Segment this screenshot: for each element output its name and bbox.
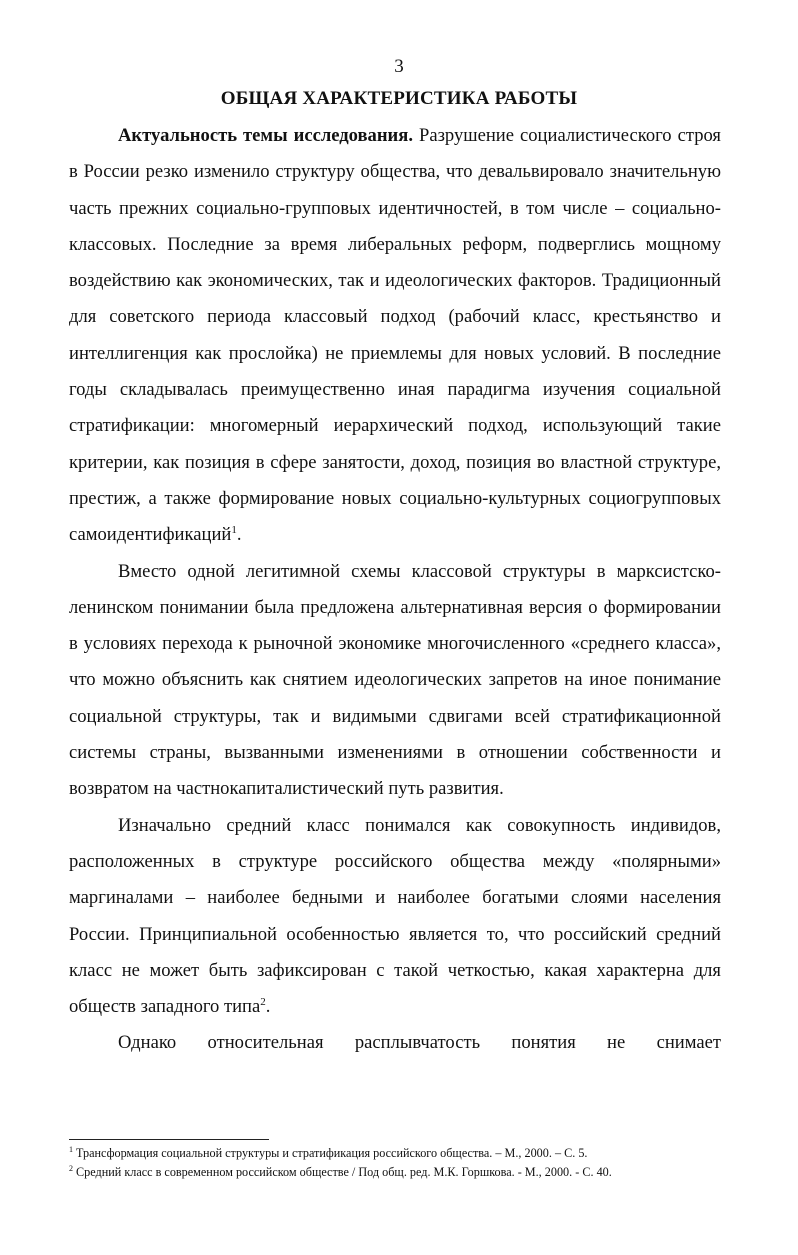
paragraph-text: Однако относительная расплывчатость понятия не снимает bbox=[118, 1032, 721, 1054]
paragraph-text: Вместо одной легитимной схемы классовой структуры в марксистско-ленинском понимании была предложена альтернативная версия о формировании в условиях перехода к рыночной экономике многочисленного «среднего класса», что можно объяснить как снятием идеологических запретов на иное понимание социальной структуры, так и видимыми сдвигами всей стратификационной системы страны, вызванными изменениями в отношении собственности и возвратом на частнокапиталистический путь развития. bbox=[69, 560, 721, 800]
footnotes bbox=[69, 1144, 729, 1182]
footnote-text: Средний класс в современном российском обществе / Под общ. ред. М.К. Горшкова. - М., 2000. - С. 40. bbox=[73, 1165, 612, 1179]
footnote-number: 1 bbox=[69, 1144, 73, 1154]
footnote bbox=[69, 1144, 729, 1163]
paragraph-end: . bbox=[265, 996, 271, 1018]
paragraph-text: Изначально средний класс понимался как совокупность индивидов, расположенных в структуре российского общества между «полярными» маргиналами – наиболее бедными и наиболее богатыми слоями населения России. Принципиальной особенностью является то, что российский средний класс не может быть зафиксирован с такой четкостью, какая характерна для обществ западного типа bbox=[69, 814, 721, 1018]
page-number: 3 bbox=[394, 56, 404, 77]
footnote-text: Трансформация социальной структуры и стратификация российского общества. – М., 2000. – С. 5. bbox=[73, 1146, 588, 1160]
paragraph-middle-class-version bbox=[69, 554, 721, 808]
paragraph-lead-heading: Актуальность темы исследования. bbox=[118, 125, 413, 146]
footnote-reference: 2 bbox=[260, 995, 266, 1008]
paragraph-end: . bbox=[236, 524, 242, 546]
footnote-divider bbox=[69, 1139, 269, 1140]
paragraph-relevance bbox=[69, 118, 721, 554]
paragraph-continuation bbox=[69, 1025, 721, 1061]
paragraph-middle-class-definition bbox=[69, 808, 721, 1026]
footnote-reference: 1 bbox=[231, 524, 237, 537]
footnote bbox=[69, 1163, 729, 1182]
page-title: ОБЩАЯ ХАРАКТЕРИСТИКА РАБОТЫ bbox=[220, 88, 578, 109]
footnote-number: 2 bbox=[69, 1163, 73, 1173]
body-text bbox=[69, 118, 721, 1062]
paragraph-text: Разрушение социалистического строя в России резко изменило структуру общества, что девальвировало значительную часть прежних социально-групповых идентичностей, в том числе – социально-классовых. Последние за время либеральных реформ, подверглись мощному воздействию как экономических, так и идеологических факторов. Традиционный для советского периода классовый подход (рабочий класс, крестьянство и интеллигенция как прослойка) не приемлемы для новых условий. В последние годы складывалась преимущественно иная парадигма изучения социальной стратификации: многомерный иерархический подход, использующий такие критерии, как позиция в сфере занятости, доход, позиция во властной структуре, престиж, а также формирование новых социально-культурных социогрупповых самоидентификаций bbox=[69, 125, 721, 546]
